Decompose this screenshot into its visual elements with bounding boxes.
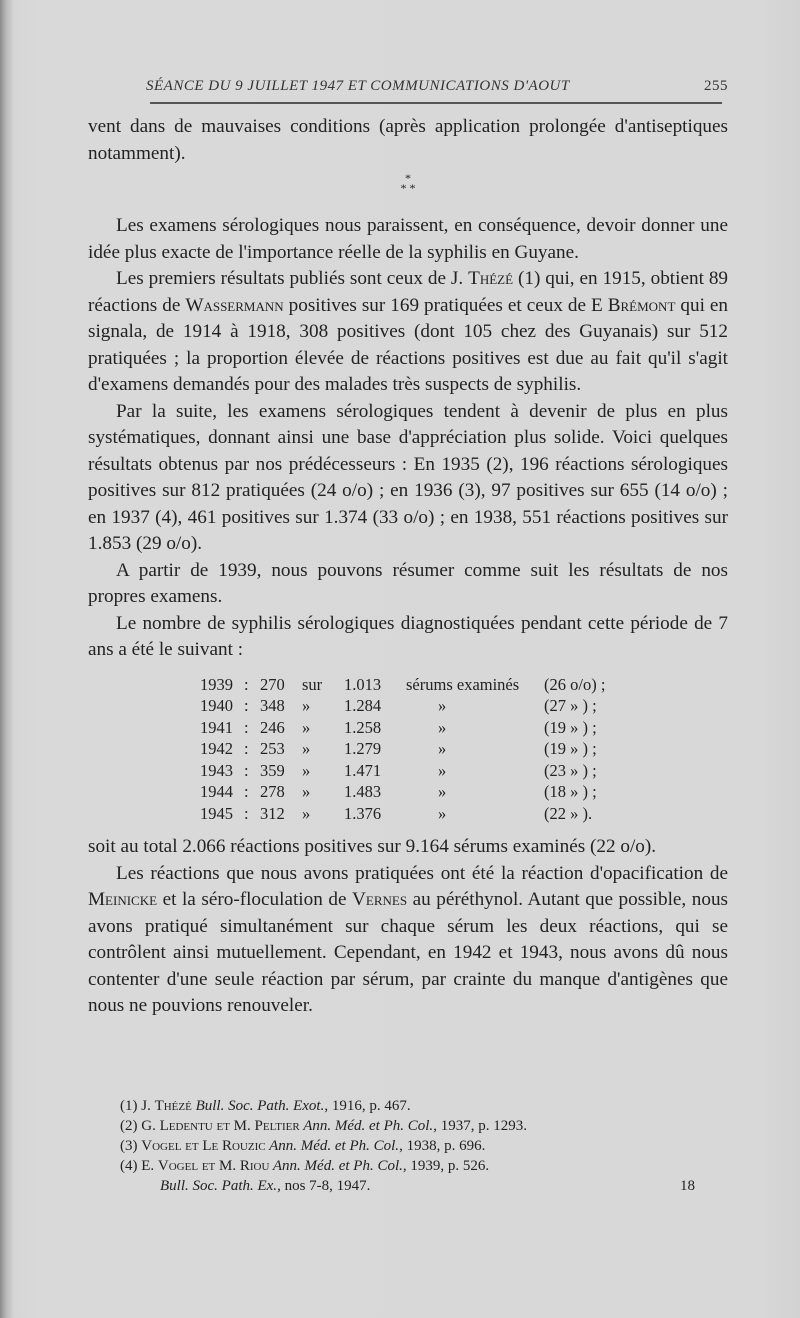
fn1-journal: Bull. Soc. Path. Exot. (191, 1098, 325, 1114)
row-sur: sur (302, 674, 323, 694)
row-sera: 1.284 (344, 696, 382, 715)
row-percent: (27 » ) ; (544, 696, 597, 715)
author-meinicke: Meinicke (88, 889, 158, 910)
results-table (88, 674, 728, 825)
fn3-rest: , 1938, p. 696. (399, 1138, 486, 1154)
row-year: 1940 (200, 696, 233, 715)
table-row (88, 803, 728, 825)
citation-line (120, 1176, 720, 1196)
author-theze: Thézé (468, 268, 514, 289)
row-positive: 270 (260, 674, 285, 694)
p8-text-b: et la séro-floculation de (157, 889, 353, 910)
footnote-2 (120, 1116, 720, 1136)
paragraph-5: A partir de 1939, nous pouvons résumer comme suit les résultats de nos propres examens. (88, 559, 728, 607)
fn3-author: Vogel et Le Rouzic (141, 1138, 266, 1154)
row-positive: 253 (260, 739, 285, 758)
fn1-author: Thézé (154, 1098, 192, 1114)
fn2-num: (2) G. (120, 1118, 160, 1134)
footnote-1 (120, 1096, 720, 1116)
row-year: 1941 (200, 717, 233, 737)
row-year: 1944 (200, 782, 233, 801)
fn2-rest: , 1937, p. 1293. (433, 1118, 527, 1134)
footnote-4 (120, 1156, 720, 1176)
row-colon: : (244, 803, 249, 823)
table-row (88, 738, 728, 760)
paragraph-2: Les examens sérologiques nous paraissent, en conséquence, devoir donner une idée plus exacte de l'importance réelle de la syphilis en Guyane. (88, 215, 728, 263)
table-row (88, 695, 728, 717)
body-text (88, 114, 728, 1020)
row-colon: : (244, 696, 249, 715)
row-sur: » (302, 760, 311, 780)
bull-rest: , nos 7-8, 1947. (277, 1178, 371, 1194)
row-year: 1943 (200, 760, 233, 780)
fn2-journal: Ann. Méd. et Ph. Col. (299, 1118, 434, 1134)
signature-number: 18 (680, 1178, 695, 1194)
table-row (88, 781, 728, 803)
row-sera: 1.013 (344, 674, 382, 694)
running-header (88, 72, 728, 102)
row-label: » (438, 739, 447, 758)
row-percent: (18 » ) ; (544, 782, 597, 801)
p3-text-d: qui en signala, de 1914 à 1918, 308 positives (dont 105 chez des Guyanais) sur 512 pratiquées ; la proportion élevée de réactions positives est due au fait qu'il s'agit d'examens demandés pour des malades très suspects de syphilis. (88, 294, 728, 395)
fn4-rest: , 1939, p. 526. (402, 1158, 490, 1174)
footnote-3 (120, 1136, 720, 1156)
row-sur: » (302, 696, 311, 715)
paragraph-1: vent dans de mauvaises conditions (après application prolongée d'antiseptiques notamment). (88, 116, 728, 164)
fn1-num: (1) J. (120, 1098, 155, 1114)
row-percent: (19 » ) ; (544, 739, 597, 758)
row-label: sérums examinés (406, 674, 520, 694)
header-rule (150, 102, 722, 104)
row-sur: » (302, 717, 311, 737)
row-sur: » (302, 782, 311, 801)
row-sera: 1.376 (344, 803, 382, 823)
paragraph-8 (88, 861, 728, 1020)
fn4-num: (4) E. (120, 1158, 158, 1174)
row-year: 1942 (200, 739, 233, 758)
author-vernes: Vernes (352, 889, 408, 910)
fn2-author: Ledentu et M. Peltier (159, 1118, 300, 1134)
page-number: 255 (704, 78, 728, 94)
row-positive: 348 (260, 696, 285, 715)
row-sur: » (302, 803, 311, 823)
paragraph-7: soit au total 2.066 réactions positives sur 9.164 sérums examinés (22 o/o). (88, 836, 657, 857)
fn3-journal: Ann. Méd. et Ph. Col. (265, 1138, 400, 1154)
header-title: SÉANCE DU 9 JUILLET 1947 ET COMMUNICATIONS D'AOUT (146, 78, 570, 94)
row-year: 1939 (200, 674, 233, 694)
p3-text-c: positives sur 169 pratiquées et ceux de E (283, 294, 608, 316)
paragraph-6: Le nombre de syphilis sérologiques diagnostiquées pendant cette période de 7 ans a été le suivant : (88, 612, 728, 660)
row-colon: : (244, 760, 249, 780)
row-percent: (19 » ) ; (544, 717, 597, 737)
p3-text-a: Les premiers résultats publiés sont ceux de J. (116, 268, 469, 289)
row-sera: 1.258 (344, 717, 382, 737)
row-percent: (23 » ) ; (544, 760, 597, 780)
p8-text-c: au péréthynol. Autant que possible, nous avons pratiqué simultanément sur chaque sérum les deux réactions, qui se contrôlent ainsi mutuellement. Cependant, en 1942 et 1943, nous avons dû nous contenter d'une seule réaction par sérum, par crainte du manque d'antigènes que nous ne pouvions renouveler. (88, 889, 728, 1016)
asterism-bottom: * * (400, 181, 416, 195)
row-colon: : (244, 782, 249, 801)
fn3-num: (3) (120, 1138, 142, 1154)
row-label: » (438, 717, 447, 737)
row-label: » (438, 782, 447, 801)
row-label: » (438, 760, 447, 780)
row-percent: (26 o/o) ; (544, 674, 606, 694)
bull-journal: Bull. Soc. Path. Ex. (160, 1178, 278, 1194)
row-sera: 1.471 (344, 760, 382, 780)
p8-text-a: Les réactions que nous avons pratiquées ont été la réaction d'opacification de (116, 862, 728, 884)
row-positive: 278 (260, 782, 285, 801)
row-positive: 246 (260, 717, 285, 737)
row-sera: 1.279 (344, 739, 382, 758)
row-label: » (438, 696, 447, 715)
paragraph-4: Par la suite, les examens sérologiques tendent à devenir de plus en plus systématiques, donnant ainsi une base d'appréciation plus solide. Voici quelques résultats obtenus par nos prédécesseurs : En 1935 (2), 196 réactions sérologiques positives sur 812 pratiquées (24 o/o) ; en 1936 (3), 97 positives sur 655 (14 o/o) ; en 1937 (4), 461 positives sur 1.374 (33 o/o) ; en 1938, 551 réactions positives sur 1.853 (29 o/o). (88, 400, 728, 554)
row-colon: : (244, 739, 249, 758)
row-sur: » (302, 739, 311, 758)
row-percent: (22 » ). (544, 803, 593, 823)
author-wassermann: Wassermann (185, 294, 284, 316)
author-bremont: Brémont (607, 294, 676, 316)
row-positive: 359 (260, 760, 285, 780)
asterism-top: * (405, 171, 411, 185)
p3-text-b: (1) qui, en 1915, obtient 89 réactions de (88, 268, 729, 316)
row-colon: : (244, 674, 249, 694)
paragraph-3 (88, 266, 728, 399)
fn4-author: Vogel et M. Riou (157, 1158, 270, 1174)
row-colon: : (244, 717, 249, 737)
row-sera: 1.483 (344, 782, 382, 801)
row-positive: 312 (260, 803, 285, 823)
asterism (88, 173, 728, 193)
table-row (88, 674, 728, 696)
fn1-rest: , 1916, p. 467. (324, 1098, 411, 1114)
table-row (88, 717, 728, 739)
row-label: » (438, 803, 447, 823)
fn4-journal: Ann. Méd. et Ph. Col. (269, 1158, 403, 1174)
row-year: 1945 (200, 803, 233, 823)
footnotes (120, 1096, 720, 1196)
table-row (88, 760, 728, 782)
